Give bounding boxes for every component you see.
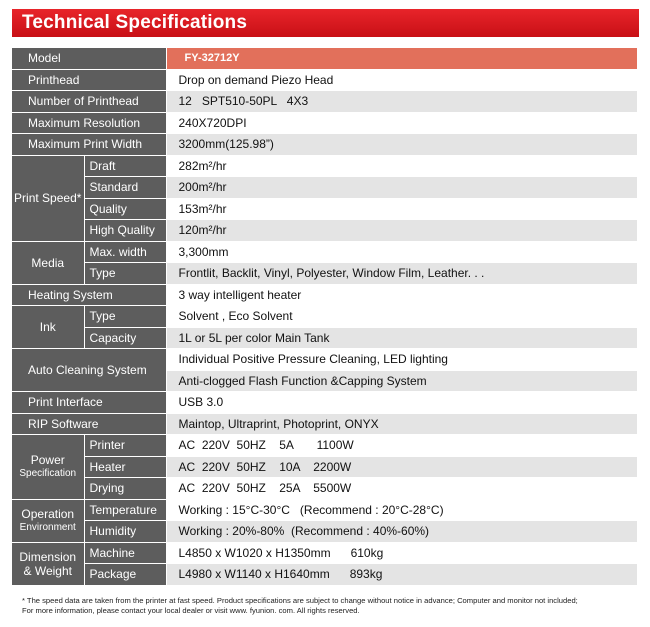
row-value: Anti-clogged Flash Function &Capping System [166,370,637,392]
row-value: Working : 20%-80% (Recommend : 40%-60%) [166,521,637,543]
row-value: 120m²/hr [166,220,637,242]
group-label-dimension-weight [12,542,84,585]
group-label-ink: Ink [12,306,84,349]
row-sublabel: Heater [84,456,166,478]
group-label-line: Environment [19,521,76,533]
row-label: Maximum Resolution [12,112,166,134]
row-sublabel: Package [84,564,166,586]
table-row [12,435,637,457]
row-sublabel: Type [84,263,166,285]
table-row [12,499,637,521]
row-sublabel: Standard [84,177,166,199]
footnote-line: For more information, please contact your local dealer or visit www. fyunion. com. All rights reserved. [22,606,360,615]
row-value: Solvent , Eco Solvent [166,306,637,328]
row-value: AC 220V 50HZ 10A 2200W [166,456,637,478]
row-value: L4980 x W1140 x H1640mm 893kg [166,564,637,586]
row-value: 12 SPT510-50PL 4X3 [166,91,637,113]
table-row [12,155,637,177]
row-sublabel: Max. width [84,241,166,263]
group-label-power [12,435,84,500]
row-value: Maintop, Ultraprint, Photoprint, ONYX [166,413,637,435]
row-value: Frontlit, Backlit, Vinyl, Polyester, Window Film, Leather. . . [166,263,637,285]
row-label: RIP Software [12,413,166,435]
row-value: 3200mm(125.98”) [166,134,637,156]
row-label: Heating System [12,284,166,306]
row-value: 282m²/hr [166,155,637,177]
table-row [12,134,637,156]
row-sublabel: Machine [84,542,166,564]
row-sublabel: Drying [84,478,166,500]
row-label: Maximum Print Width [12,134,166,156]
row-label: Model [12,48,166,69]
model-value: FY-32712Y [166,48,637,69]
footnote-line: * The speed data are taken from the printer at fast speed. Product specifications are subject to change without notice in advance; Computer and monitor not included; [22,596,578,605]
table-row [12,263,637,285]
table-row [12,306,637,328]
table-row [12,521,637,543]
row-value: 200m²/hr [166,177,637,199]
table-row [12,241,637,263]
row-value: AC 220V 50HZ 25A 5500W [166,478,637,500]
row-sublabel: Capacity [84,327,166,349]
table-row [12,112,637,134]
row-label: Print Interface [12,392,166,414]
table-row [12,478,637,500]
table-row [12,48,637,69]
table-row [12,413,637,435]
row-sublabel: Humidity [84,521,166,543]
row-sublabel: Type [84,306,166,328]
row-value: 1L or 5L per color Main Tank [166,327,637,349]
group-label-line: Specification [19,467,77,479]
row-value: L4850 x W1020 x H1350mm 610kg [166,542,637,564]
group-label-line: Dimension [19,549,77,564]
footnote [22,596,637,616]
row-value: 240X720DPI [166,112,637,134]
row-value: Drop on demand Piezo Head [166,69,637,91]
row-label: Number of Printhead [12,91,166,113]
table-row [12,69,637,91]
table-row [12,392,637,414]
row-value: AC 220V 50HZ 5A 1100W [166,435,637,457]
table-row [12,564,637,586]
row-sublabel: Quality [84,198,166,220]
row-sublabel: Temperature [84,499,166,521]
row-label: Printhead [12,69,166,91]
table-row [12,349,637,371]
table-row [12,220,637,242]
page-title: Technical Specifications [12,9,639,37]
table-row [12,542,637,564]
row-value: Individual Positive Pressure Cleaning, LED lighting [166,349,637,371]
row-value: 3 way intelligent heater [166,284,637,306]
row-value: Working : 15°C-30°C (Recommend : 20°C-28°C) [166,499,637,521]
group-label-line: Power [30,452,65,467]
group-label-print-speed: Print Speed* [12,155,84,241]
table-row [12,198,637,220]
table-row [12,91,637,113]
table-row [12,284,637,306]
row-sublabel: Draft [84,155,166,177]
row-value: USB 3.0 [166,392,637,414]
table-row [12,327,637,349]
row-sublabel: High Quality [84,220,166,242]
group-label-line: & Weight [23,563,72,578]
group-label-media: Media [12,241,84,284]
table-row [12,456,637,478]
row-label: Auto Cleaning System [12,349,166,392]
row-value: 153m²/hr [166,198,637,220]
table-row [12,177,637,199]
spec-table [12,48,637,586]
group-label-line: Operation [21,506,75,521]
row-sublabel: Printer [84,435,166,457]
row-value: 3,300mm [166,241,637,263]
group-label-operation-environment [12,499,84,542]
